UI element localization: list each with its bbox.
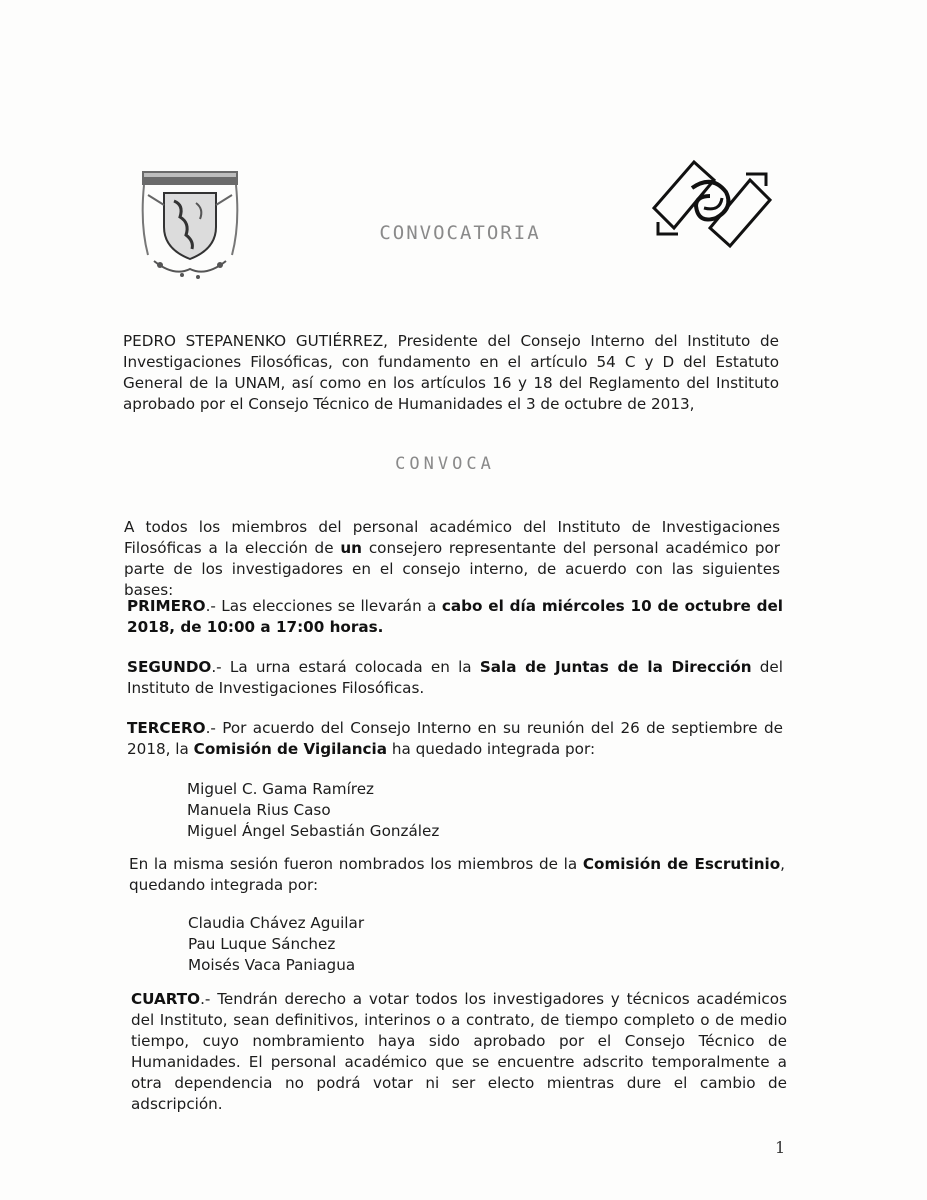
iif-logo-icon [650,158,774,250]
list-item: Miguel Ángel Sebastián González [187,822,440,840]
escrutinio-list [188,913,364,976]
primero-label: PRIMERO [127,597,206,615]
convoca-heading: CONVOCA [395,454,495,474]
document-title: CONVOCATORIA [379,222,541,244]
list-item: Manuela Rius Caso [187,801,331,819]
escrutinio-paragraph: En la misma sesión fueron nombrados los miembros de la Comisión de Escrutinio, quedando integrada por: [129,855,785,894]
page-number: 1 [775,1138,786,1157]
primero-paragraph: PRIMERO.- Las elecciones se llevarán a cabo el día miércoles 10 de octubre del 2018, de 10:00 a 17:00 horas. [127,597,784,636]
tercero-paragraph: TERCERO.- Por acuerdo del Consejo Interno en su reunión del 26 de septiembre de 2018, la Comisión de Vigilancia ha quedado integrada por: [127,719,783,758]
unam-seal-icon [134,165,246,287]
intro-paragraph: PEDRO STEPANENKO GUTIÉRREZ, Presidente del Consejo Interno del Instituto de Investigaciones Filosóficas, con fundamento en el artículo 54 C y D del Estatuto General de la UNAM, así como en los artículos 16 y 18 del Reglamento del Instituto aprobado por el Consejo Técnico de Humanidades el 3 de octubre de 2013, [123,332,779,413]
call-paragraph: A todos los miembros del personal académico del Instituto de Investigaciones Filosóficas a la elección de un consejero representante del personal académico por parte de los investigadores en el consejo interno, de acuerdo con las siguientes bases: [124,518,780,599]
list-item: Moisés Vaca Paniagua [188,956,356,974]
segundo-label: SEGUNDO [127,658,212,676]
list-item: Pau Luque Sánchez [188,935,336,953]
cuarto-label: CUARTO [131,990,201,1008]
tercero-label: TERCERO [127,719,206,737]
segundo-paragraph: SEGUNDO.- La urna estará colocada en la Sala de Juntas de la Dirección del Instituto de Investigaciones Filosóficas. [127,658,783,697]
vigilancia-list [187,779,439,842]
list-item: Miguel C. Gama Ramírez [187,780,375,798]
list-item: Claudia Chávez Aguilar [188,914,365,932]
cuarto-paragraph: CUARTO.- Tendrán derecho a votar todos los investigadores y técnicos académicos del Instituto, sean definitivos, interinos o a contrato, de tiempo completo o de medio tiempo, cuyo nombramiento haya sido aprobado por el Consejo Técnico de Humanidades. El personal académico que se encuentre adscrito temporalmente a otra dependencia no podrá votar ni ser electo mientras dure el cambio de adscripción. [131,990,787,1113]
